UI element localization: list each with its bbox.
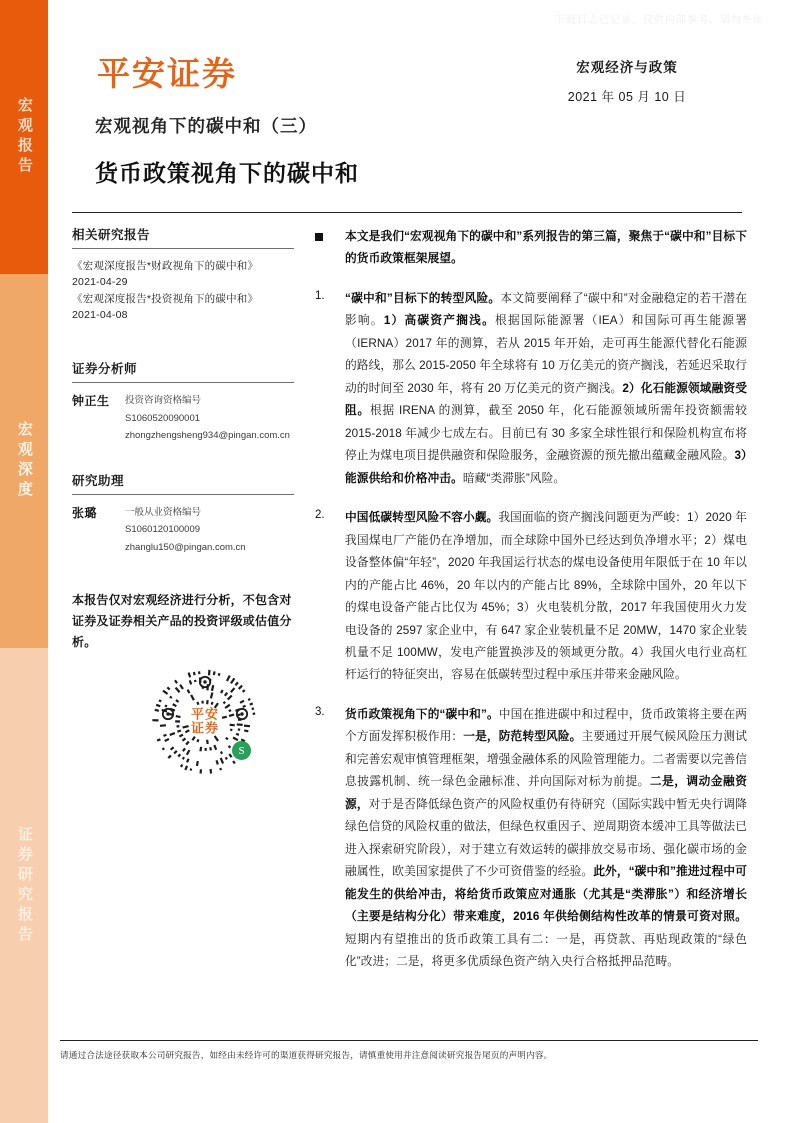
qr-center-label [191, 707, 219, 736]
footer-divider [60, 1040, 758, 1041]
wechat-miniprogram-badge-icon: S [232, 741, 251, 760]
assistant-heading: 研究助理 [72, 473, 125, 488]
assistant-block [72, 504, 294, 557]
spacer [72, 445, 294, 471]
analyst-email[interactable]: zhongzhengsheng934@pingan.com.cn [125, 430, 290, 442]
summary-bullet-icon [315, 226, 345, 244]
rail-block-macro-report [0, 0, 48, 274]
related-reports-divider [72, 248, 294, 249]
spacer [72, 323, 294, 359]
header-meta [512, 56, 742, 105]
point-text: “碳中和”目标下的转型风险。本文简要阐释了“碳中和”对金融稳定的若干潜在影响。1）高碳资产搁浅。根据国际能源署（IEA）和国际可再生能源署（IERNA）2017 年的测算，若从 2015 年开始，走可再生能源代替化石能源的路线，那么 2015-2050 年全球将有 10 万亿美元的资产搁浅，若延迟采取行动的时间至 2030 年，将有 20 万亿美元的资产搁浅。2）化石能源领域融资受阻。根据 IRENA 的测算，截至 2050 年，化石能源领域所需年投资额需较 2015-2018 年减少七成左右。目前已有 30 多家全球性银行和保险机构宣布将停止为煤电项目提供融资和保险服务，金融资源的预先撤出蕴藏金融风险。3）能源供给和价格冲击。暗藏“类滞胀”风险。 [345, 291, 747, 485]
analyst-qualification-number: S1060520090001 [125, 412, 201, 424]
wechat-qr-code[interactable] [146, 668, 264, 780]
point-item [315, 288, 747, 490]
assistant-email[interactable]: zhanglu150@pingan.com.cn [125, 541, 246, 553]
rail-label-macro-depth: 宏观深度 [15, 421, 33, 501]
related-report-date: 2021-04-08 [72, 308, 128, 321]
assistant-name: 张璐 [72, 505, 98, 520]
rail-label-macro-report: 宏观报告 [15, 97, 33, 177]
point-number: 3. [315, 705, 325, 718]
analyst-heading: 证券分析师 [72, 362, 138, 377]
left-rail [0, 0, 48, 1123]
point-number: 2. [315, 509, 325, 522]
summary-text: 本文是我们“宏观视角下的碳中和”系列报告的第三篇，聚焦于“碳中和”目标下的货币政策框架展望。 [345, 230, 747, 266]
rail-block-macro-depth [0, 274, 48, 648]
summary-item [315, 226, 747, 271]
footer-disclaimer: 请通过合法途径获取本公司研究报告，如经由未经许可的渠道获得研究报告，请慎重使用并注意阅读研究报告尾页的声明内容。 [60, 1050, 553, 1060]
report-series-subtitle: 宏观视角下的碳中和（三） [95, 116, 317, 136]
point-item [315, 507, 747, 687]
related-report-date: 2021-04-29 [72, 276, 128, 289]
related-reports-list [72, 258, 294, 323]
main-content [315, 226, 747, 991]
report-date: 2021 年 05 月 10 日 [567, 90, 687, 104]
assistant-meta [125, 504, 246, 557]
report-category: 宏观经济与政策 [576, 60, 678, 75]
left-column [72, 225, 294, 653]
qr-center-line1: 平安 [190, 706, 220, 722]
point-text: 中国低碳转型风险不容小觑。我国面临的资产搁浅问题更为严峻：1）2020 年我国煤电厂产能仍在净增加，而全球除中国外已经达到负净增水平；2）煤电设备整体偏“年轻”，2020 年我国运行状态的煤电设备使用年限低于在 10 年以内的产能占比 46%，20 年以内的产能占比 89%，全球除中国外，20 年以下的煤电设备产能占比仅为 45%；3）火电装机分散，2017 年我国使用火力发电设备的 2597 家企业中，有 647 家企业装机量不足 20MW，1470 家企业装机量不足 100MW，发电产能置换涉及的领域更分散。4）我国火电行业高杠杆运行的特征突出，容易在低碳转型过程中承压并带来金融风险。 [345, 511, 747, 682]
assistant-qualification-number: S1060120100009 [125, 524, 201, 536]
point-text: 货币政策视角下的“碳中和”。中国在推进碳中和过程中，货币政策将主要在两个方面发挥积极作用：一是，防范转型风险。主要通过开展气候风险压力测试和完善宏观审慎管理框架，增强金融体系的风险管理能力。二者需要以完善信息披露机制、统一绿色金融标准、并向国际对标为前提。二是，调动金融资源，对于是否降低绿色资产的风险权重仍有待研究（国际实践中暂无央行调降绿色信贷的风险权重的做法，但绿色权重因子、逆周期资本缓冲工具等做法已进入探索研究阶段），对于建立有效运转的碳排放交易市场、强化碳市场的金融属性，欧美国家提供了不少可资借鉴的经验。此外，“碳中和”推进过程中可能发生的供给冲击，将给货币政策应对通胀（尤其是“类滞胀”）和经济增长（主要是结构分化）带来难度，2016 年供给侧结构性改革的情景可资对照。短期内有望推出的货币政策工具有二：一是，再贷款、再贴现政策的“绿色化”改进；二是，将更多优质绿色资产纳入央行合格抵押品范畴。 [345, 707, 748, 969]
point-number: 1. [315, 289, 325, 302]
related-reports-heading: 相关研究报告 [72, 228, 151, 242]
brand-logo-text: 平安证券 [97, 55, 237, 92]
analyst-qualification-label: 投资咨询资格编号 [125, 395, 202, 407]
analyst-name: 钟正生 [72, 394, 110, 409]
rail-label-securities-research: 证券研究报告 [15, 825, 33, 946]
analyst-meta [125, 392, 290, 445]
page-title: 货币政策视角下的碳中和 [95, 160, 359, 186]
watermark-text: 下载日志已记录，仅供内部参考，请勿外传 [555, 15, 764, 26]
point-item [315, 704, 747, 974]
header-divider [72, 212, 742, 213]
qr-center-line2: 证券 [190, 720, 220, 736]
scope-disclaimer: 本报告仅对宏观经济进行分析，不包含对证券及证券相关产品的投资评级或估值分析。 [72, 593, 292, 650]
analyst-block [72, 392, 294, 445]
analyst-divider [72, 382, 294, 383]
assistant-qualification-label: 一般从业资格编号 [125, 506, 202, 518]
rail-block-securities-research [0, 648, 48, 1123]
related-report-title[interactable]: 《宏观深度报告*财政视角下的碳中和》 [72, 260, 259, 272]
related-report-title[interactable]: 《宏观深度报告*投资视角下的碳中和》 [72, 292, 259, 305]
assistant-divider [72, 494, 294, 495]
